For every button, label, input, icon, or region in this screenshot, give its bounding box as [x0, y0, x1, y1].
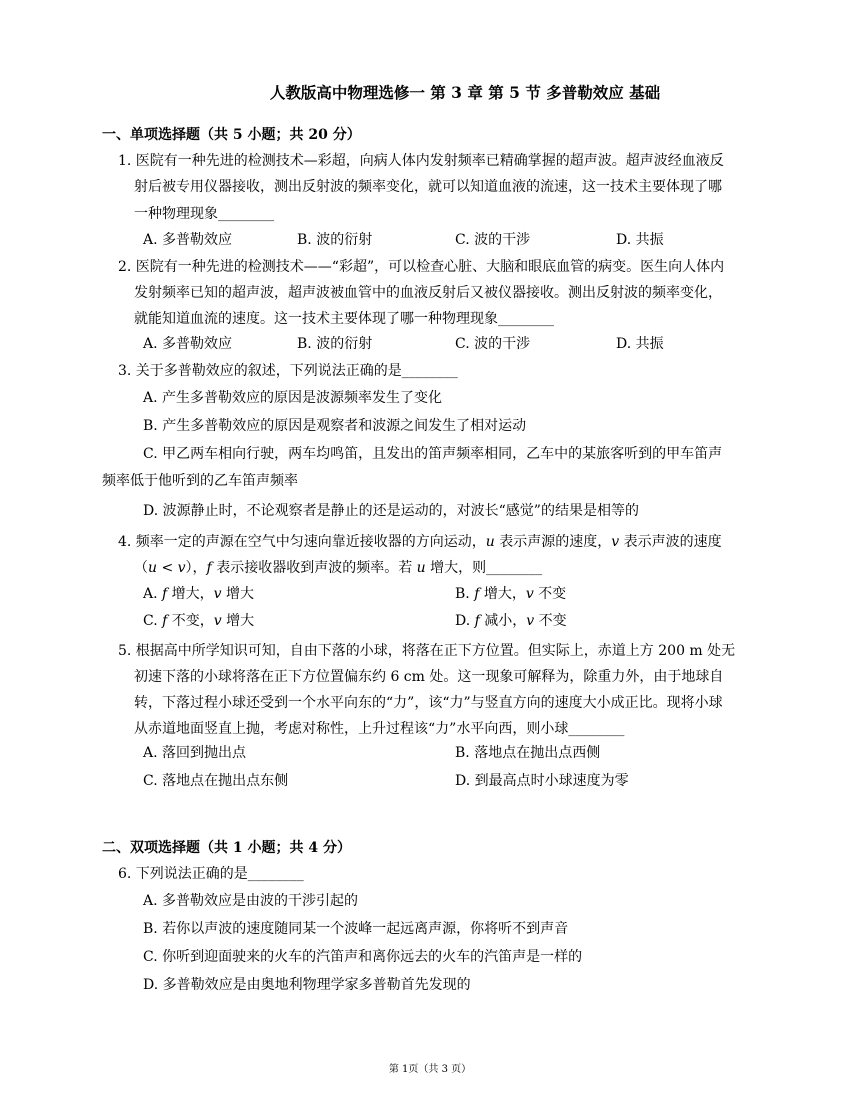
q3-line1: 3. 关于多普勒效应的叙述，下列说法正确的是________ — [118, 363, 458, 379]
q6-option-c: C. 你听到迎面驶来的火车的汽笛声和离你远去的火车的汽笛声是一样的 — [143, 949, 583, 965]
document-title: 人教版高中物理选修一 第 3 章 第 5 节 多普勒效应 基础 — [269, 83, 661, 102]
q1-option-a: A. 多普勒效应 — [143, 232, 233, 248]
q1-option-b: B. 波的衍射 — [297, 232, 373, 248]
q4-option-d: D. 𝑓 减小，𝑣 不变 — [455, 613, 567, 629]
q3-option-b: B. 产生多普勒效应的原因是观察者和波源之间发生了相对运动 — [143, 418, 527, 434]
section-double-choice-heading: 二、双项选择题（共 1 小题；共 4 分） — [102, 840, 351, 856]
q4-line1: 4. 频率一定的声源在空气中匀速向靠近接收器的方向运动，𝑢 表示声源的速度，𝑣 表示声波的速度 — [118, 534, 722, 550]
q2-option-b: B. 波的衍射 — [297, 336, 373, 352]
q5-line4: 从赤道地面竖直上抛，考虑对称性，上升过程该“力”水平向西，则小球________ — [134, 721, 625, 737]
q1-line3: 一种物理现象________ — [134, 206, 274, 222]
q5-line2: 初速下落的小球将落在正下方位置偏东约 6 cm 处。这一现象可解释为，除重力外，由于地球自 — [134, 669, 724, 685]
q3-option-a: A. 产生多普勒效应的原因是波源频率发生了变化 — [143, 390, 443, 406]
q2-line1: 2. 医院有一种先进的检测技术——“彩超”，可以检查心脏、大脑和眼底血管的病变。医生向人体内 — [118, 259, 725, 275]
q4-line2: （𝑢 < 𝑣），𝑓 表示接收器收到声波的频率。若 𝑢 增大，则________ — [134, 560, 543, 576]
q2-option-d: D. 共振 — [616, 336, 664, 352]
q6-option-a: A. 多普勒效应是由波的干涉引起的 — [143, 893, 359, 909]
q2-option-a: A. 多普勒效应 — [143, 336, 233, 352]
q6-line1: 6. 下列说法正确的是________ — [118, 866, 304, 882]
q2-line3: 就能知道血流的速度。这一技术主要体现了哪一种物理现象________ — [134, 311, 554, 327]
q3-option-c-line1: C. 甲乙两车相向行驶，两车均鸣笛，且发出的笛声频率相同，乙车中的某旅客听到的甲车笛声 — [143, 446, 723, 462]
section-single-choice-heading: 一、单项选择题（共 5 小题；共 20 分） — [102, 127, 361, 143]
q1-line2: 射后被专用仪器接收，测出反射波的频率变化，就可以知道血液的流速，这一技术主要体现了哪 — [134, 179, 722, 195]
q5-option-c: C. 落地点在抛出点东侧 — [143, 773, 289, 789]
q5-line3: 转，下落过程小球还受到一个水平向东的“力”，该“力”与竖直方向的速度大小成正比。现将小球 — [134, 695, 723, 711]
q4-option-a: A. 𝑓 增大，𝑣 增大 — [143, 586, 255, 602]
q2-line2: 发射频率已知的超声波，超声波被血管中的血液反射后又被仪器接收。测出反射波的频率变化， — [134, 285, 722, 301]
q3-option-c-line2: 频率低于他听到的乙车笛声频率 — [102, 473, 298, 489]
q4-option-c: C. 𝑓 不变，𝑣 增大 — [143, 613, 255, 629]
q5-option-a: A. 落回到抛出点 — [143, 745, 247, 761]
q5-line1: 5. 根据高中所学知识可知，自由下落的小球，将落在正下方位置。但实际上，赤道上方 200 m 处无 — [118, 643, 736, 659]
q6-option-d: D. 多普勒效应是由奥地利物理学家多普勒首先发现的 — [143, 977, 471, 993]
q2-option-c: C. 波的干涉 — [455, 336, 531, 352]
q5-option-d: D. 到最高点时小球速度为零 — [455, 773, 629, 789]
q5-option-b: B. 落地点在抛出点西侧 — [455, 745, 601, 761]
q1-option-c: C. 波的干涉 — [455, 232, 531, 248]
q1-option-d: D. 共振 — [616, 232, 664, 248]
q6-option-b: B. 若你以声波的速度随同某一个波峰一起远离声源，你将听不到声音 — [143, 921, 569, 937]
q1-line1: 1. 医院有一种先进的检测技术—彩超，向病人体内发射频率已精确掌握的超声波。超声波经血液反 — [118, 153, 724, 169]
q3-option-d: D. 波源静止时，不论观察者是静止的还是运动的，对波长“感觉”的结果是相等的 — [143, 503, 639, 519]
q4-option-b: B. 𝑓 增大，𝑣 不变 — [455, 586, 567, 602]
page-footer: 第 1页（共 3 页） — [388, 1064, 472, 1075]
